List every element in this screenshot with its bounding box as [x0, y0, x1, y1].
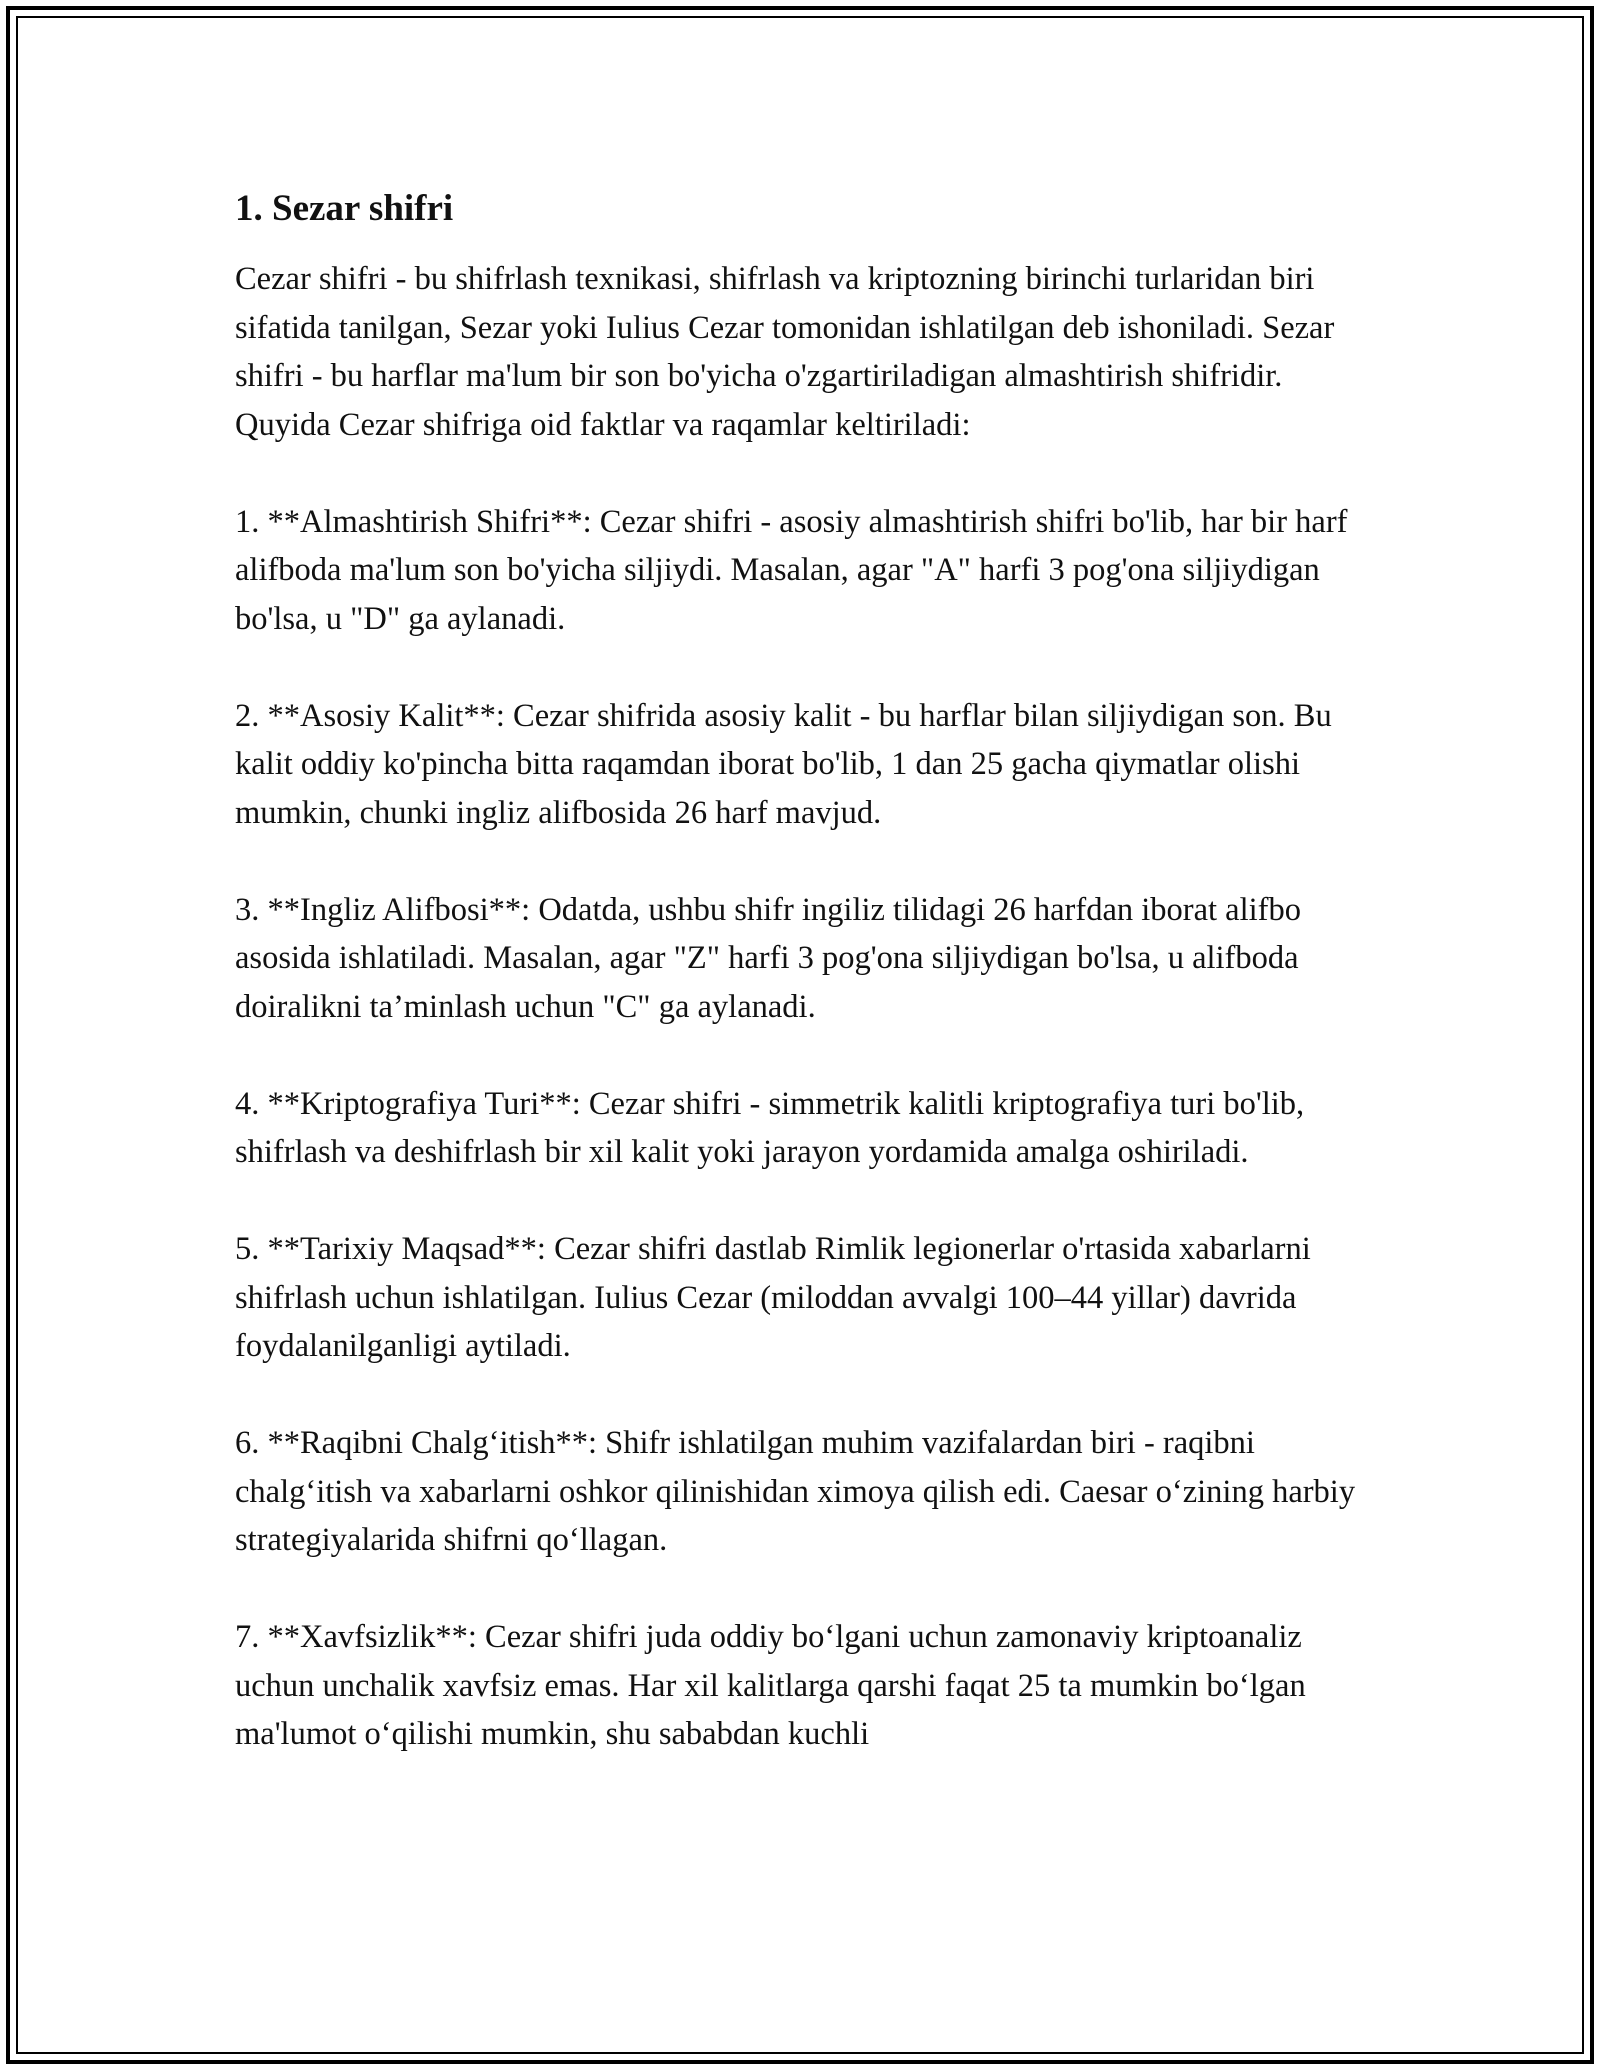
fact-paragraph-2: 2. **Asosiy Kalit**: Cezar shifrida asosiy kalit - bu harflar bilan siljiydigan son. Bu kalit oddiy ko'pincha bitta raqamdan iborat bo'lib, 1 dan 25 gacha qiymatlar olishi mumkin, chunki ingliz alifbosida 26 harf mavjud. — [235, 697, 1332, 831]
document-title: 1. Sezar shifri — [235, 188, 454, 229]
document-body — [235, 185, 1360, 1807]
fact-paragraph-6: 6. **Raqibni Chalg‘itish**: Shifr ishlatilgan muhim vazifalardan biri - raqibni chalg‘itish va xabarlarni oshkor qilinishidan ximoya qilish edi. Caesar o‘zining harbiy strategiyalarida shifrni qo‘llagan. — [235, 1425, 1356, 1558]
fact-paragraph-5: 5. **Tarixiy Maqsad**: Cezar shifri dastlab Rimlik legionerlar o'rtasida xabarlarni shifrlash uchun ishlatilgan. Iulius Cezar (miloddan avvalgi 100–44 yillar) davrida foydalanilganligi aytiladi. — [235, 1231, 1311, 1364]
fact-paragraph-4: 4. **Kriptografiya Turi**: Cezar shifri - simmetrik kalitli kriptografiya turi bo'lib, shifrlash va deshifrlash bir xil kalit yoki jarayon yordamida amalga oshiriladi. — [235, 1085, 1305, 1170]
intro-paragraph: Cezar shifri - bu shifrlash texnikasi, shifrlash va kriptozning birinchi turlaridan biri sifatida tanilgan, Sezar yoki Iulius Cezar tomonidan ishlatilgan deb ishoniladi. Sezar shifri - bu harflar ma'lum bir son bo'yicha o'zgartiriladigan almashtirish shifridir. Quyida Cezar shifriga oid faktlar va raqamlar keltiriladi: — [235, 261, 1335, 443]
fact-paragraph-1: 1. **Almashtirish Shifri**: Cezar shifri - asosiy almashtirish shifri bo'lib, har bir harf alifboda ma'lum son bo'yicha siljiydi. Masalan, agar "A" harfi 3 pog'ona siljiydigan bo'lsa, u "D" ga aylanadi. — [235, 503, 1348, 637]
fact-paragraph-3: 3. **Ingliz Alifbosi**: Odatda, ushbu shifr ingiliz tilidagi 26 harfdan iborat alifbo asosida ishlatiladi. Masalan, agar "Z" harfi 3 pog'ona siljiydigan bo'lsa, u alifboda doiralikni ta’minlash uchun "C" ga aylanadi. — [235, 891, 1301, 1025]
fact-paragraph-7: 7. **Xavfsizlik**: Cezar shifri juda oddiy bo‘lgani uchun zamonaviy kriptoanaliz uchun unchalik xavfsiz emas. Har xil kalitlarga qarshi faqat 25 ta mumkin bo‘lgan ma'lumot o‘qilishi mumkin, shu sababdan kuchli — [235, 1619, 1306, 1752]
